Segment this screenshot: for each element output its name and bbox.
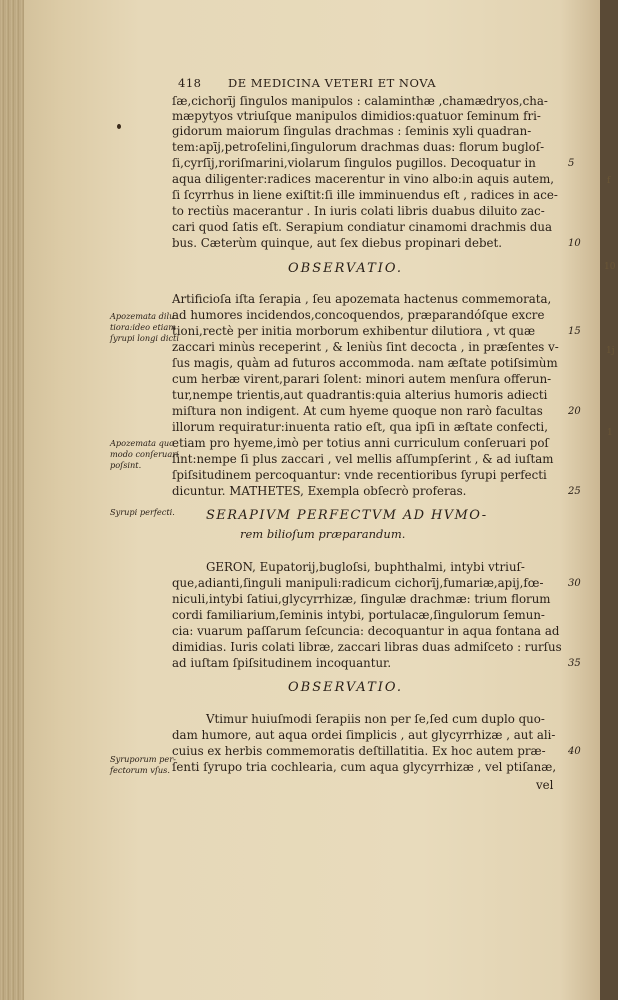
margin-note: modo conſeruari: [110, 449, 179, 459]
text-line: ſint:nempe ſi plus zaccari , vel mellis aſſumpſerint , & ad iuſtam: [172, 452, 554, 466]
text-line: tur,nempe trientis,aut quadrantis:quia alterius humoris adiecti: [172, 388, 548, 402]
running-title: DE MEDICINA VETERI ET NOVA: [228, 76, 437, 90]
text-line: tem:apīj,petroſelini,ſingulorum drachmas duas: florum bugloſ-: [172, 140, 545, 154]
margin-note: tiora:ideo etiam: [110, 322, 177, 332]
text-line: illorum requiratur:inuenta ratio eſt, qua ipſi in æſtate confecti,: [172, 420, 548, 434]
text-line: bus. Cæterùm quinque, aut ſex diebus propinari debet.: [172, 236, 502, 250]
page-number: 418: [178, 76, 202, 90]
text-line: cordi familiarium,ſeminis intybi, portulacæ,ſingulorum ſemun-: [172, 608, 545, 622]
text-line: etiam pro hyeme,imò per totius anni curriculum conſeruari poſ: [172, 436, 549, 450]
page-gutter: [0, 0, 24, 1000]
section-heading: OBSERVATIO.: [288, 261, 403, 276]
text-line: cum herbæ virent,parari ſolent: minori autem menſura offerun-: [172, 372, 552, 386]
line-number: 30: [568, 578, 581, 589]
text-line: dimidias. Iuris colati libræ, zaccari libras duas admiſceto : rurſus: [172, 640, 562, 654]
text-line: GERON, Eupatorij,bugloſsi, buphthalmi, intybi vtriuſ-: [206, 560, 525, 574]
text-line: tioni,rectè per initia morborum exhibentur dilutiora , vt quæ: [172, 324, 536, 338]
text-line: ſus magis, quàm ad futuros accommoda. nam æſtate potiſsimùm: [172, 356, 558, 370]
text-line: Artificioſa iſta ſerapia , ſeu apozemata hactenus commemorata,: [172, 292, 552, 306]
edge-mark: 1j: [606, 346, 615, 356]
catchword: vel: [536, 778, 554, 792]
text-line: dam humore, aut aqua ordei ſimplicis , aut glycyrrhizæ , aut ali-: [172, 728, 556, 742]
text-line: to rectiùs macerantur . In iuris colati libris duabus diluito zac-: [172, 204, 545, 218]
margin-note: Syrupi perfecti.: [110, 507, 175, 517]
text-line: ſi ſcyrrhus in liene exiſtit:ſi ille imminuendus eſt , radices in ace-: [172, 188, 558, 202]
recipe-heading: SERAPIVM PERFECTVM AD HVMO-: [206, 508, 488, 523]
text-line: ſæ,cichorīj ſingulos manipulos : calaminthæ ,chamædryos,cha-: [172, 94, 548, 108]
edge-mark: f: [607, 176, 611, 186]
line-number: 40: [568, 746, 581, 757]
text-line: cia: vuarum paſſarum ſeſcuncia: decoquantur in aqua fontana ad: [172, 624, 560, 638]
facing-page-edge: [600, 0, 618, 1000]
margin-note: Apozemata quo: [110, 438, 175, 448]
text-line: aqua diligenter:radices macerentur in vino albo:in aquis autem,: [172, 172, 555, 186]
margin-note: Apozemata dilu: [110, 311, 175, 321]
margin-note: Syruporum per-: [110, 754, 176, 764]
margin-note: ſyrupi longi dicti: [110, 333, 179, 343]
text-line: cuius ex herbis commemoratis deſtillatitia. Ex hoc autem præ-: [172, 744, 546, 758]
recipe-subheading: rem bilioſum præparandum.: [240, 527, 406, 541]
line-number: 15: [568, 326, 581, 337]
ink-spot: [117, 124, 121, 129]
text-line: dicuntur. MATHETES, Exempla obſecrò proferas.: [172, 484, 467, 498]
line-number: 5: [568, 158, 575, 169]
text-line: miſtura non indigent. At cum hyeme quoque non rarò facultas: [172, 404, 543, 418]
edge-mark: 10: [604, 262, 616, 272]
text-line: cari quod ſatis eſt. Serapium condiatur cinamomi drachmis dua: [172, 220, 553, 234]
text-line: ſpiſsitudinem percoquantur: vnde recentioribus ſyrupi perfecti: [172, 468, 547, 482]
line-number: 10: [568, 238, 581, 249]
text-line: gidorum maiorum ſingulas drachmas : ſeminis xyli quadran-: [172, 124, 532, 138]
line-number: 35: [568, 658, 581, 669]
text-line: ſi,cyrſīj,roriſmarini,violarum ſingulos pugillos. Decoquatur in: [172, 156, 536, 170]
line-number: 25: [568, 486, 581, 497]
margin-note: fectorum vſus.: [110, 765, 170, 775]
text-line: mæpytyos vtriuſque manipulos dimidios:quatuor ſeminum fri-: [172, 109, 541, 123]
text-line: ad humores incidendos,concoquendos, præparandóſque excre: [172, 308, 545, 322]
text-line: ad iuſtam ſpiſsitudinem incoquantur.: [172, 656, 392, 670]
text-line: niculi,intybi ſatiui,glycyrrhizæ, ſingulæ drachmæ: trium florum: [172, 592, 551, 606]
text-line: Vtimur huiuſmodi ſerapiis non per ſe,ſed cum duplo quo-: [206, 712, 545, 726]
text-line: zaccari minùs receperint , & leniùs ſint decocta , in præſentes v-: [172, 340, 559, 354]
line-number: 20: [568, 406, 581, 417]
text-line: ſenti ſyrupo tria cochlearia, cum aqua glycyrrhizæ , vel ptiſanæ,: [172, 760, 557, 774]
margin-note: poſsint.: [110, 460, 142, 470]
edge-mark: 1: [607, 428, 613, 438]
section-heading: OBSERVATIO.: [288, 680, 403, 695]
text-line: que,adianti,ſinguli manipuli:radicum cichorīj,fumariæ,apij,fœ-: [172, 576, 544, 590]
running-header: [178, 76, 578, 90]
